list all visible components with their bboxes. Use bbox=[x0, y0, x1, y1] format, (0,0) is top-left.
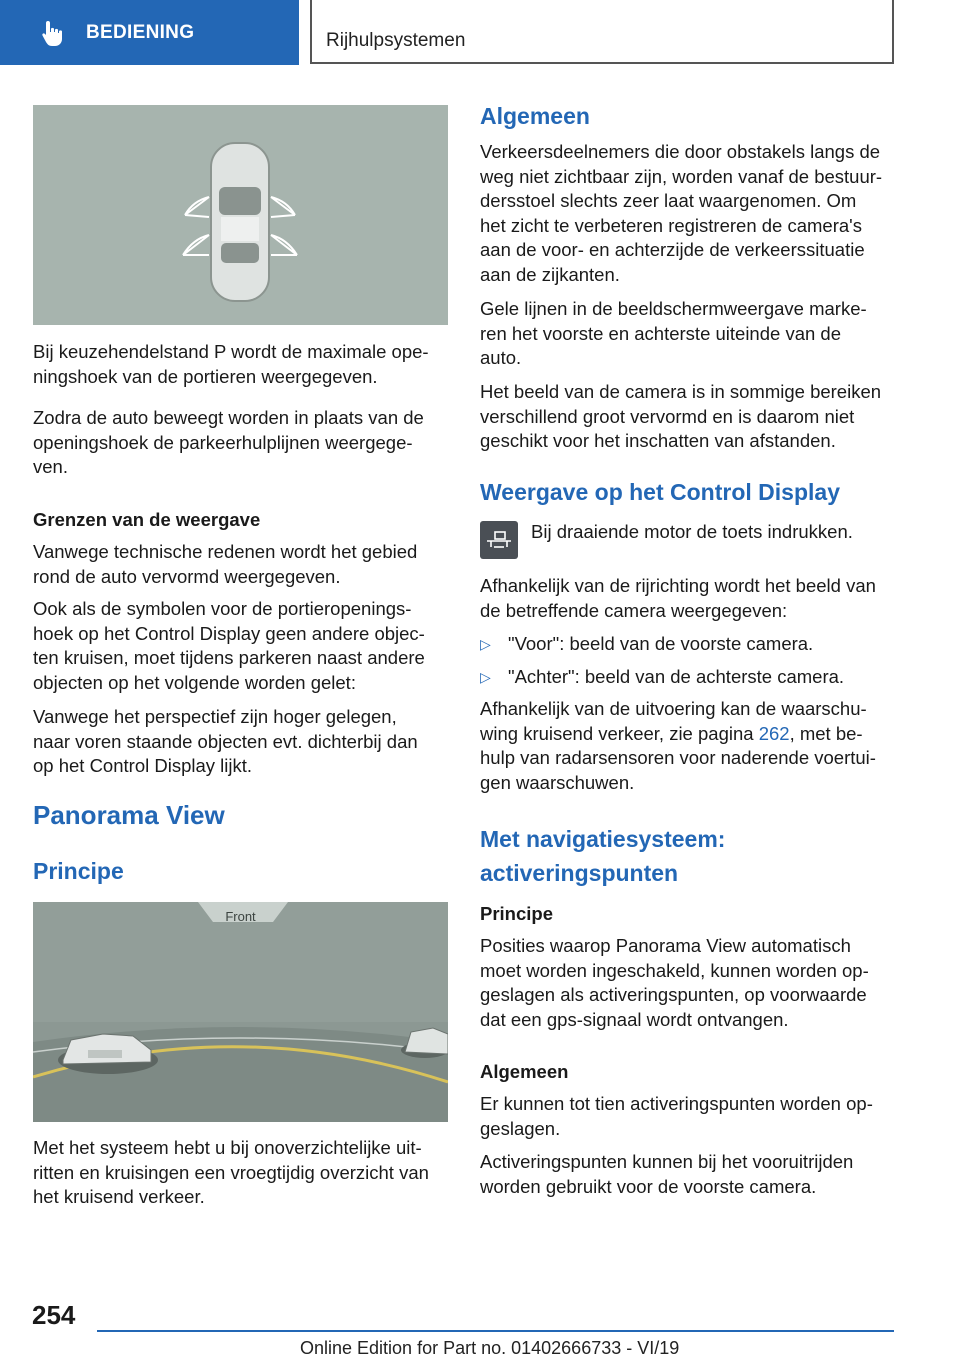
text-line: dersstoel slechts zeer laat waargenomen. Om bbox=[480, 190, 857, 211]
text-line: ven. bbox=[33, 456, 68, 477]
hand-pointer-icon bbox=[38, 18, 68, 48]
paragraph bbox=[531, 520, 853, 545]
paragraph bbox=[480, 1150, 853, 1199]
paragraph bbox=[33, 705, 418, 779]
heading-navigation bbox=[480, 822, 725, 890]
text-line: Vanwege technische redenen wordt het gebied bbox=[33, 541, 418, 562]
text-line: Gele lijnen in de beeldschermweergave marke- bbox=[480, 298, 867, 319]
heading-principe: Principe bbox=[33, 858, 124, 884]
text-line: aan de voor- en achterzijde de verkeerssituatie bbox=[480, 239, 865, 260]
section-tab[interactable] bbox=[0, 0, 299, 65]
text-line: Bij draaiende motor de toets indrukken. bbox=[531, 521, 853, 542]
page-number: 254 bbox=[32, 1300, 76, 1330]
paragraph bbox=[33, 340, 429, 389]
text-line: Bij keuzehendelstand P wordt de maximale ope- bbox=[33, 341, 429, 362]
text-line: Afhankelijk van de uitvoering kan de waarschu- bbox=[480, 698, 867, 719]
text-line: rond de auto vervormd weergegeven. bbox=[33, 565, 341, 587]
paragraph bbox=[33, 540, 417, 589]
paragraph bbox=[480, 697, 876, 795]
list-item bbox=[480, 632, 813, 657]
list-item-text: "Achter": beeld van de achterste camera. bbox=[508, 666, 845, 687]
text-line: ten kruisen, moet tijdens parkeren naast andere bbox=[33, 647, 425, 668]
chapter-tab-label: Rijhulpsystemen bbox=[326, 30, 466, 51]
text-line: , met be- bbox=[789, 722, 863, 744]
text-line: objecten op het volgende worden gelet: bbox=[33, 671, 356, 693]
list-item bbox=[480, 665, 844, 690]
text-line: auto. bbox=[480, 347, 522, 368]
paragraph bbox=[33, 597, 425, 695]
car-top-view-figure bbox=[33, 105, 448, 325]
bullet-triangle-icon: ▷ bbox=[480, 669, 491, 685]
text-line: Verkeersdeelnemers die door obstakels langs de bbox=[480, 141, 881, 162]
text-line: geslagen. bbox=[480, 1117, 561, 1139]
list-item-text: "Voor": beeld van de voorste camera. bbox=[508, 633, 814, 654]
text-line: de betreffende camera weergegeven: bbox=[480, 599, 788, 621]
text-line: Afhankelijk van de rijrichting wordt het beeld van bbox=[480, 575, 876, 596]
text-line: wing kruisend verkeer, zie pagina bbox=[480, 722, 759, 744]
text-line: aan de zijkanten. bbox=[480, 263, 620, 285]
text-line: moet worden ingeschakeld, kunnen worden op- bbox=[480, 959, 869, 981]
text-line: het kruisend verkeer. bbox=[33, 1186, 205, 1207]
heading-control-display: Weergave op het Control Display bbox=[480, 479, 840, 505]
text-line: geslagen als activeringspunten, op voorwaarde bbox=[480, 984, 867, 1005]
paragraph bbox=[480, 1092, 873, 1141]
bullet-triangle-icon: ▷ bbox=[480, 636, 491, 652]
text-line: Ook als de symbolen voor de portieropenings- bbox=[33, 598, 412, 619]
footer-rule bbox=[97, 1330, 894, 1332]
paragraph bbox=[480, 380, 881, 454]
text-line: op het Control Display lijkt. bbox=[33, 755, 253, 776]
text-line: Vanwege het perspectief zijn hoger gelegen, bbox=[33, 706, 397, 727]
text-line: ren het voorste en achterste uiteinde van de bbox=[480, 322, 841, 344]
text-line: hulp van radarsensoren voor naderende voertui- bbox=[480, 747, 876, 768]
text-line: Activeringspunten kunnen bij het vooruitrijden bbox=[480, 1151, 854, 1172]
chapter-tab[interactable] bbox=[310, 0, 894, 64]
front-label: Front bbox=[225, 909, 256, 924]
text-line: Zodra de auto beweegt worden in plaats van de bbox=[33, 407, 424, 428]
edition-note: Online Edition for Part no. 01402666733 - VI/19 bbox=[300, 1338, 680, 1358]
section-tab-label: BEDIENING bbox=[86, 21, 195, 43]
text-line: Met het systeem hebt u bij onoverzichtelijke uit- bbox=[33, 1137, 422, 1158]
paragraph bbox=[33, 406, 424, 480]
text-line: ningshoek van de portieren weergegeven. bbox=[33, 365, 378, 387]
subheading-limits: Grenzen van de weergave bbox=[33, 509, 261, 530]
panorama-view-figure bbox=[33, 902, 448, 1122]
text-line: openingshoek de parkeerhulplijnen weergege- bbox=[33, 431, 413, 453]
text-line: het zicht te verbeteren registreren de camera's bbox=[480, 214, 862, 236]
page-link[interactable]: 262 bbox=[758, 722, 790, 744]
subheading-principe: Principe bbox=[480, 903, 553, 924]
text-line: Posities waarop Panorama View automatisch bbox=[480, 935, 851, 956]
text-line: geschikt voor het inschatten van afstanden. bbox=[480, 430, 836, 451]
text-line: naar voren staande objecten evt. dichterbij dan bbox=[33, 730, 418, 752]
heading-line: activeringspunten bbox=[480, 860, 679, 886]
heading-algemeen: Algemeen bbox=[480, 103, 590, 129]
text-line: weg niet zichtbaar zijn, worden vanaf de bestuur- bbox=[480, 165, 883, 187]
camera-button-icon bbox=[480, 521, 518, 559]
text-line: hoek op het Control Display geen andere objec- bbox=[33, 622, 425, 644]
paragraph bbox=[480, 297, 867, 371]
paragraph bbox=[480, 574, 876, 623]
paragraph bbox=[480, 934, 869, 1032]
heading-line: Met navigatiesysteem: bbox=[480, 826, 726, 852]
text-line: Er kunnen tot tien activeringspunten worden op- bbox=[480, 1093, 873, 1114]
text-line: verschillend groot vervormd en is daarom niet bbox=[480, 405, 855, 427]
paragraph bbox=[480, 140, 882, 287]
heading-panorama-view: Panorama View bbox=[33, 800, 225, 830]
subheading-algemeen: Algemeen bbox=[480, 1061, 569, 1082]
text-line: ritten en kruisingen een vroegtijdig overzicht van bbox=[33, 1161, 429, 1183]
text-line: Het beeld van de camera is in sommige bereiken bbox=[480, 381, 882, 402]
text-line: dat een gps-signaal wordt ontvangen. bbox=[480, 1008, 789, 1030]
text-line: worden gebruikt voor de voorste camera. bbox=[480, 1175, 817, 1197]
paragraph bbox=[33, 1136, 429, 1210]
text-line: gen waarschuwen. bbox=[480, 771, 635, 793]
